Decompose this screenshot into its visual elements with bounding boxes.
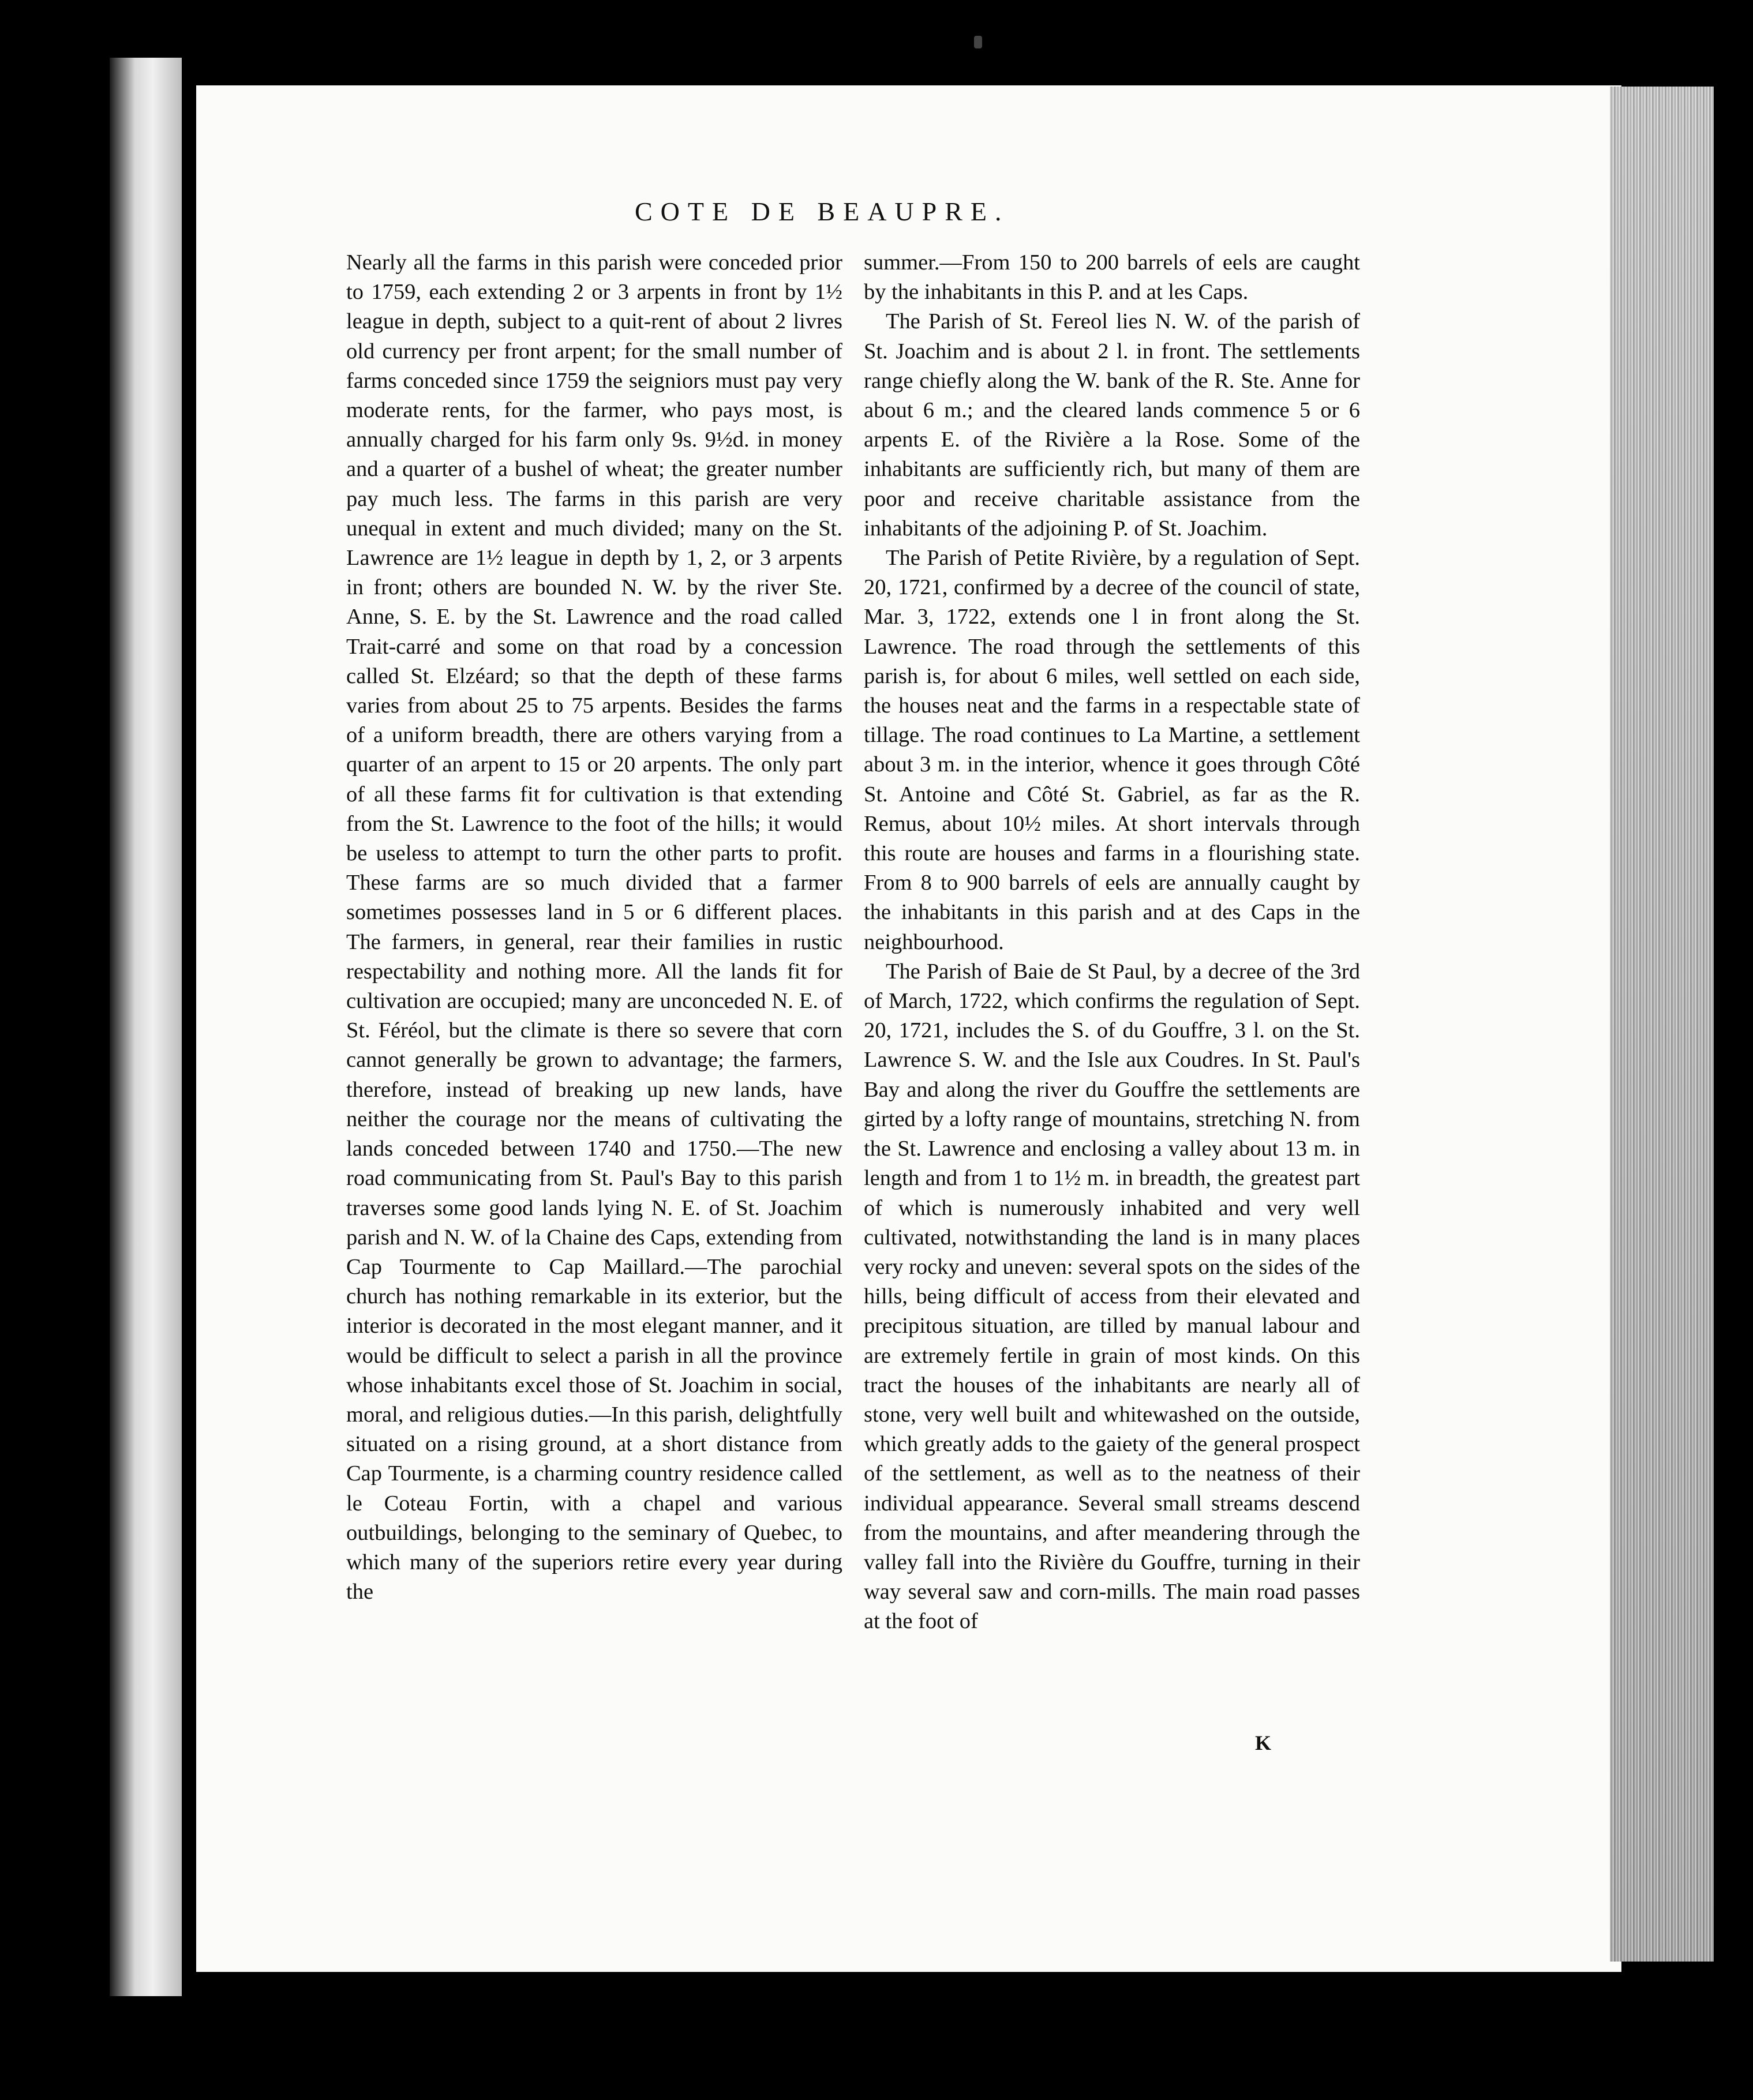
paragraph: summer.—From 150 to 200 barrels of eels are caught by the inhabitants in this P. and at les Caps. bbox=[864, 250, 1360, 305]
paragraph: Nearly all the farms in this parish were conceded prior to 1759, each extending 2 or 3 arpents in front by 1½ league in depth, subject to a quit-rent of about 2 livres old currency per front arpent; for the small number of farms conceded since 1759 the seigniors must pay very moderate rents, for the farmer, who pays most, is annually charged for his farm only 9s. 9½d. in money and a quarter of a bushel of wheat; the greater number pay much less. The farms in this parish are very unequal in extent and much divided; many on the St. Lawrence are 1½ league in depth by 1, 2, or 3 arpents in front; others are bounded N. W. by the river Ste. Anne, S. E. by the St. Lawrence and the road called Trait-carré and some on that road by a concession called St. Elzéard; so that the depth of these farms varies from about 25 to 75 arpents. Besides the farms of a uniform breadth, there are others varying from a quarter of an arpent to 15 or 20 arpents. The only part of all these farms fit for cultivation is that extending from the St. Lawrence to the foot of the hills; it would be useless to attempt to turn the other parts to profit. These farms are so much divided that a farmer sometimes possesses land in 5 or 6 different places. The farmers, in general, rear their families in rustic respectability and nothing more. All the lands fit for cultivation are occupied; many are unconceded N. E. of St. Féréol, but the climate is there so severe that corn cannot generally be grown to advantage; the farmers, therefore, instead of breaking up new lands, have neither the courage nor the means of cultivating the lands conceded between 1740 and 1750.—The new road communicating from St. Paul's Bay to this parish traverses some good lands lying N. E. of St. Joachim parish and N. W. of la Chaine des Caps, extending from Cap Tourmente to Cap Maillard.—The parochial church has nothing remarkable in its exterior, but the interior is decorated in the most elegant manner, and it would be difficult to select a parish in all the province whose inhabitants excel those of St. Joachim in social, moral, and religious duties.—In this parish, delightfully situated on a rising ground, at a short distance from Cap Tourmente, is a charming country residence called le Coteau Fortin, with a chapel and various outbuildings, belonging to the seminary of Quebec, to which many of the superiors retire every year during the bbox=[346, 250, 842, 1604]
paragraph: The Parish of Baie de St Paul, by a decree of the 3rd of March, 1722, which confirms the regulation of Sept. 20, 1721, includes the S. of du Gouffre, 3 l. on the St. Lawrence S. W. and the Isle aux Coudres. In St. Paul's Bay and along the river du Gouffre the settlements are girted by a lofty range of mountains, stretching N. from the St. Lawrence and enclosing a valley about 13 m. in length and from 1 to 1½ m. in breadth, the greatest part of which is numerously inhabited and very well cultivated, notwithstanding the land is in many places very rocky and uneven: several spots on the sides of the hills, being difficult of access from their elevated and precipitous situation, are tilled by manual labour and are extremely fertile in grain of most kinds. On this tract the houses of the inhabitants are nearly all of stone, very well built and whitewashed on the outside, which greatly adds to the gaiety of the general prospect of the settlement, as well as to the neatness of their individual appearance. Several small streams descend from the mountains, and after meandering through the valley fall into the Rivière du Gouffre, turning in their way several saw and corn-mills. The main road passes at the foot of bbox=[864, 959, 1360, 1634]
signature-mark: K bbox=[1255, 1731, 1272, 1754]
left-column bbox=[346, 248, 842, 1607]
paragraph: The Parish of St. Fereol lies N. W. of the parish of St. Joachim and is about 2 l. in front. The settlements range chiefly along the W. bank of the R. Ste. Anne for about 6 m.; and the cleared lands commence 5 or 6 arpents E. of the Rivière a la Rose. Some of the inhabitants are sufficiently rich, but many of them are poor and receive charitable assistance from the inhabitants of the adjoining P. of St. Joachim. bbox=[864, 309, 1360, 541]
book-left-edge bbox=[110, 58, 182, 1996]
right-column bbox=[864, 248, 1360, 1637]
paragraph: The Parish of Petite Rivière, by a regulation of Sept. 20, 1721, confirmed by a decree of the council of state, Mar. 3, 1722, extends one l in front along the St. Lawrence. The road through the settlements of this parish is, for about 6 miles, well settled on each side, the houses neat and the farms in a respectable state of tillage. The road continues to La Martine, a settlement about 3 m. in the interior, whence it goes through Côté St. Antoine and Côté St. Gabriel, as far as the R. Remus, about 10½ miles. At short intervals through this route are houses and farms in a flourishing state. From 8 to 900 barrels of eels are annually caught by the inhabitants in this parish and at des Caps in the neighbourhood. bbox=[864, 546, 1360, 954]
running-head: COTE DE BEAUPRE. bbox=[635, 197, 1010, 226]
scan-mark bbox=[974, 36, 982, 48]
page-edges-stack bbox=[1610, 87, 1714, 1962]
